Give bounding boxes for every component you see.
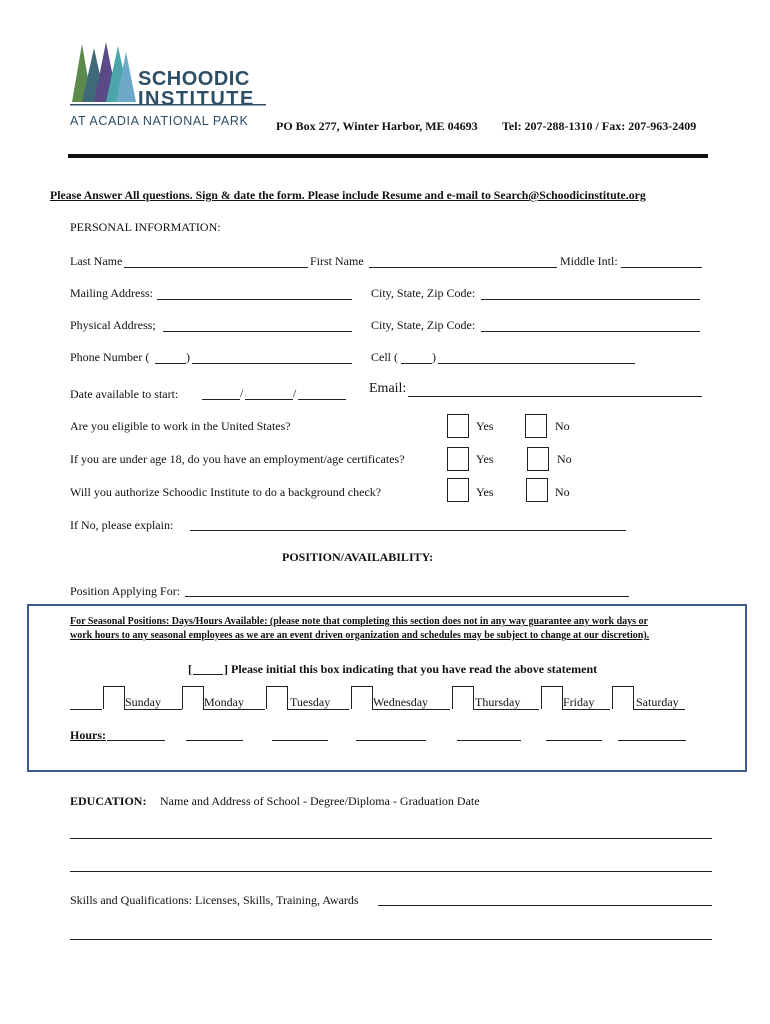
tuesday-checkbox[interactable] (266, 686, 288, 709)
initial-statement: ] Please initial this box indicating that you have read the above statement (224, 662, 598, 676)
monday-hours-field[interactable] (186, 740, 243, 741)
date-day-field[interactable] (245, 399, 293, 400)
instructions: Please Answer All questions. Sign & date the form. Please include Resume and e-mail to Search@Schoodicinstitute.org (50, 188, 646, 202)
logo-name-line1: SCHOODIC (138, 68, 250, 90)
question-background-check: Will you authorize Schoodic Institute to do a background check? (70, 485, 382, 499)
phone-area-code-field[interactable] (155, 363, 186, 364)
thursday-label: Thursday (475, 695, 521, 709)
position-applying-field[interactable] (185, 596, 629, 597)
date-available-label: Date available to start: (70, 387, 179, 401)
background-yes-checkbox[interactable] (447, 478, 469, 502)
explain-field[interactable] (190, 530, 626, 531)
city-state-zip-label-1: City, State, Zip Code: (371, 286, 476, 300)
cell-area-code-field[interactable] (401, 363, 432, 364)
wednesday-hours-field[interactable] (356, 740, 426, 741)
wednesday-checkbox[interactable] (351, 686, 373, 709)
thursday-hours-field[interactable] (457, 740, 521, 741)
explain-label: If No, please explain: (70, 518, 174, 532)
eligibility-no-label: No (555, 419, 570, 433)
physical-address-label: Physical Address; (70, 318, 156, 332)
friday-checkbox[interactable] (541, 686, 563, 709)
seasonal-note-line1: For Seasonal Positions: Days/Hours Available: (please note that completing this section does not in any way guarantee any work days or (70, 616, 648, 627)
date-slash-1: / (240, 386, 244, 400)
education-description: Name and Address of School - Degree/Diploma - Graduation Date (160, 794, 480, 808)
middle-initial-label: Middle Intl: (560, 254, 618, 268)
age-cert-yes-label: Yes (476, 452, 494, 466)
question-age-certificate: If you are under age 18, do you have an employment/age certificates? (70, 452, 405, 466)
tuesday-label: Tuesday (290, 695, 331, 709)
date-slash-2: / (293, 386, 297, 400)
saturday-label: Saturday (636, 695, 679, 709)
skills-label: Skills and Qualifications: Licenses, Skills, Training, Awards (70, 893, 359, 907)
sunday-hours-field[interactable] (107, 740, 165, 741)
physical-address-field[interactable] (163, 331, 352, 332)
hours-label: Hours: (70, 728, 106, 742)
phone-number-label: Phone Number ( (70, 350, 150, 364)
seasonal-note-line2: work hours to any seasonal employees as we are an event driven organization and schedules may be subject to change at our discretion). (70, 630, 650, 641)
eligibility-yes-label: Yes (476, 419, 494, 433)
last-name-field[interactable] (124, 267, 308, 268)
city-state-zip-field-1[interactable] (481, 299, 700, 300)
personal-info-heading: PERSONAL INFORMATION: (70, 220, 221, 234)
thursday-checkbox[interactable] (452, 686, 474, 709)
mailing-address-label: Mailing Address: (70, 286, 153, 300)
initial-field[interactable] (193, 674, 223, 675)
city-state-zip-label-2: City, State, Zip Code: (371, 318, 476, 332)
org-phone-fax: Tel: 207-288-1310 / Fax: 207-963-2409 (502, 119, 697, 133)
eligibility-yes-checkbox[interactable] (447, 414, 469, 438)
city-state-zip-field-2[interactable] (481, 331, 700, 332)
age-cert-no-checkbox[interactable] (527, 447, 549, 471)
phone-paren-close: ) (186, 350, 190, 364)
email-label: Email: (369, 381, 407, 396)
email-field[interactable] (408, 396, 702, 397)
mailing-address-field[interactable] (157, 299, 352, 300)
org-address: PO Box 277, Winter Harbor, ME 04693 (276, 119, 478, 133)
background-no-checkbox[interactable] (526, 478, 548, 502)
sunday-label: Sunday (125, 695, 161, 709)
monday-pre-line (168, 709, 182, 710)
position-heading: POSITION/AVAILABILITY: (282, 550, 434, 564)
schoodic-institute-logo (68, 38, 270, 134)
cell-label: Cell ( (371, 350, 398, 364)
age-cert-no-label: No (557, 452, 572, 466)
education-field-line-1[interactable] (70, 838, 712, 839)
middle-initial-field[interactable] (621, 267, 702, 268)
first-name-label: First Name (310, 254, 364, 268)
education-heading: EDUCATION: (70, 794, 147, 808)
cell-paren-close: ) (432, 350, 436, 364)
background-yes-label: Yes (476, 485, 494, 499)
question-work-eligibility: Are you eligible to work in the United States? (70, 419, 291, 433)
background-no-label: No (555, 485, 570, 499)
cell-number-field[interactable] (438, 363, 635, 364)
phone-number-field[interactable] (192, 363, 352, 364)
wednesday-label: Wednesday (373, 695, 429, 709)
saturday-hours-field[interactable] (618, 740, 686, 741)
friday-hours-field[interactable] (546, 740, 602, 741)
education-field-line-2[interactable] (70, 871, 712, 872)
date-year-field[interactable] (298, 399, 346, 400)
sunday-hours-line (70, 709, 102, 710)
age-cert-yes-checkbox[interactable] (447, 447, 469, 471)
tuesday-hours-field[interactable] (272, 740, 328, 741)
logo-name-line2: INSTITUTE (138, 88, 255, 110)
monday-label: Monday (204, 695, 244, 709)
initial-bracket-open: [ (188, 662, 192, 676)
header-rule (68, 154, 708, 158)
saturday-checkbox[interactable] (612, 686, 634, 709)
logo-tagline: AT ACADIA NATIONAL PARK (70, 114, 249, 128)
first-name-field[interactable] (369, 267, 557, 268)
position-applying-label: Position Applying For: (70, 584, 181, 598)
sunday-checkbox[interactable] (103, 686, 125, 709)
skills-field[interactable] (378, 905, 712, 906)
date-month-field[interactable] (202, 399, 240, 400)
eligibility-no-checkbox[interactable] (525, 414, 547, 438)
last-name-label: Last Name (70, 254, 123, 268)
monday-checkbox[interactable] (182, 686, 204, 709)
skills-field-line-2[interactable] (70, 939, 712, 940)
friday-label: Friday (563, 695, 595, 709)
